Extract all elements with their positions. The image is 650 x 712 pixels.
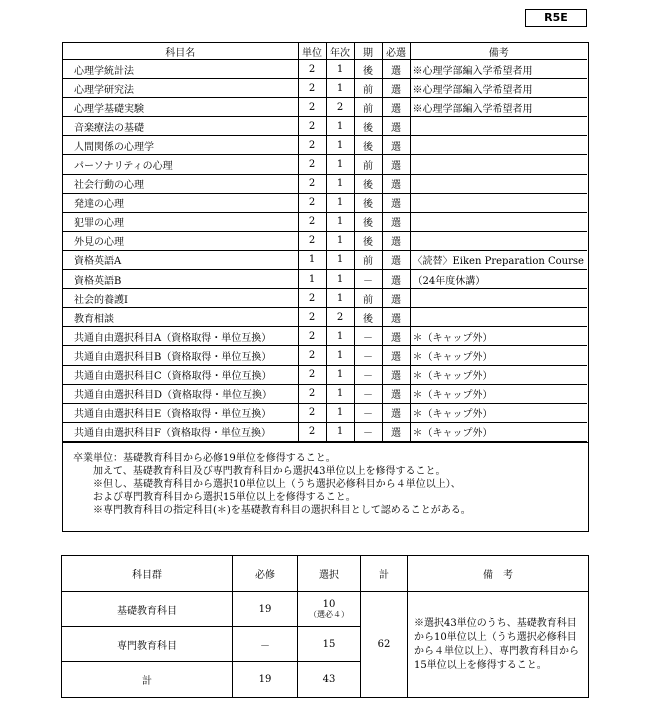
course-type: 選 [382, 384, 410, 403]
course-units: 2 [298, 365, 326, 384]
course-units: 2 [298, 60, 326, 79]
course-note [410, 231, 587, 250]
course-note: ＊（キャップ外） [410, 384, 587, 403]
course-year: 2 [326, 308, 354, 327]
summary-group: 計 [62, 662, 233, 698]
course-name: 共通自由選択科目C（資格取得・単位互換） [63, 365, 298, 384]
course-name: パーソナリティの心理 [63, 155, 298, 174]
course-year: 1 [326, 174, 354, 193]
course-note [410, 117, 587, 136]
course-year: 1 [326, 403, 354, 422]
summary-elective-value: 10 [322, 598, 336, 610]
course-units: 2 [298, 231, 326, 250]
course-name: 共通自由選択科目F（資格取得・単位互換） [63, 422, 298, 441]
course-units: 2 [298, 174, 326, 193]
course-row [63, 60, 587, 79]
course-units: 2 [298, 403, 326, 422]
course-row [63, 422, 587, 441]
course-type: 選 [382, 174, 410, 193]
course-type: 選 [382, 98, 410, 117]
course-name: 犯罪の心理 [63, 212, 298, 231]
course-row [63, 365, 587, 384]
course-year: 1 [326, 212, 354, 231]
course-type: 選 [382, 403, 410, 422]
course-note: 〈読替〉Eiken Preparation Course [410, 250, 587, 269]
course-year: 1 [326, 60, 354, 79]
course-note [410, 212, 587, 231]
course-year: 1 [326, 384, 354, 403]
course-row [63, 155, 587, 174]
course-term: 後 [354, 60, 382, 79]
course-term: － [354, 270, 382, 289]
course-note [410, 289, 587, 308]
course-year: 1 [326, 327, 354, 346]
course-note: （24年度休講） [410, 270, 587, 289]
course-units: 2 [298, 79, 326, 98]
course-note [410, 308, 587, 327]
course-note [410, 136, 587, 155]
course-term: － [354, 346, 382, 365]
course-note: ＊（キャップ外） [410, 327, 587, 346]
course-units: 2 [298, 422, 326, 441]
course-type: 選 [382, 117, 410, 136]
summary-elective: 43 [298, 662, 361, 698]
course-note: ※心理学部編入学希望者用 [410, 79, 587, 98]
course-row [63, 212, 587, 231]
course-table-header [63, 43, 587, 60]
course-term: 後 [354, 193, 382, 212]
summary-header [62, 556, 589, 592]
course-name: 資格英語A [63, 250, 298, 269]
summary-header-group: 科目群 [62, 556, 233, 592]
header-units: 単位 [298, 43, 326, 60]
course-units: 2 [298, 384, 326, 403]
course-type: 選 [382, 231, 410, 250]
course-row [63, 117, 587, 136]
graduation-line: ※専門教育科目の指定科目(＊)を基礎教育科目の選択科目として認めることがある。 [73, 504, 471, 516]
course-term: 後 [354, 231, 382, 250]
course-note: ＊（キャップ外） [410, 403, 587, 422]
course-row [63, 308, 587, 327]
course-units: 2 [298, 117, 326, 136]
course-year: 1 [326, 117, 354, 136]
summary-elective-sub: （選必４） [309, 609, 349, 619]
course-units: 2 [298, 212, 326, 231]
course-units: 1 [298, 250, 326, 269]
course-type: 選 [382, 250, 410, 269]
course-name: 共通自由選択科目D（資格取得・単位互換） [63, 384, 298, 403]
summary-header-elective: 選択 [298, 556, 361, 592]
course-year: 1 [326, 193, 354, 212]
course-note: ＊（キャップ外） [410, 422, 587, 441]
course-name: 音楽療法の基礎 [63, 117, 298, 136]
course-units: 2 [298, 346, 326, 365]
course-year: 1 [326, 79, 354, 98]
summary-total: 62 [361, 592, 408, 698]
graduation-line: ※但し、基礎教育科目から選択10単位以上（うち選択必修科目から４単位以上）、 [73, 478, 461, 490]
summary-header-remarks: 備 考 [408, 556, 589, 592]
course-name: 資格英語B [63, 270, 298, 289]
course-name: 社会的養護Ⅰ [63, 289, 298, 308]
course-table [63, 43, 587, 442]
summary-required: 19 [233, 662, 298, 698]
summary-header-total: 計 [361, 556, 408, 592]
course-term: 後 [354, 308, 382, 327]
course-year: 1 [326, 346, 354, 365]
course-term: 前 [354, 289, 382, 308]
course-note [410, 155, 587, 174]
course-units: 2 [298, 98, 326, 117]
summary-group: 専門教育科目 [62, 627, 233, 662]
summary-remark: ※選択43単位のうち、基礎教育科目から10単位以上（うち選択必修科目から４単位以上）、専門教育科目から15単位以上を修得すること。 [408, 592, 589, 698]
course-type: 選 [382, 308, 410, 327]
header-type: 必選 [382, 43, 410, 60]
course-term: 前 [354, 155, 382, 174]
course-row [63, 174, 587, 193]
summary-group: 基礎教育科目 [62, 592, 233, 627]
course-term: 後 [354, 117, 382, 136]
summary-header-required: 必修 [233, 556, 298, 592]
course-year: 1 [326, 365, 354, 384]
course-units: 2 [298, 193, 326, 212]
summary-elective: 15 [298, 627, 361, 662]
course-row [63, 289, 587, 308]
course-row [63, 98, 587, 117]
course-year: 1 [326, 250, 354, 269]
course-units: 2 [298, 289, 326, 308]
course-type: 選 [382, 289, 410, 308]
summary-required: － [233, 627, 298, 662]
course-year: 1 [326, 289, 354, 308]
course-name: 人間関係の心理学 [63, 136, 298, 155]
course-row [63, 327, 587, 346]
course-units: 2 [298, 308, 326, 327]
course-units: 2 [298, 136, 326, 155]
course-type: 選 [382, 193, 410, 212]
course-list [62, 42, 589, 532]
course-term: － [354, 327, 382, 346]
course-note: ＊（キャップ外） [410, 346, 587, 365]
header-course-name: 科目名 [63, 43, 298, 60]
course-row [63, 384, 587, 403]
summary-elective [298, 592, 361, 627]
course-row [63, 403, 587, 422]
course-units: 1 [298, 270, 326, 289]
course-name: 教育相談 [63, 308, 298, 327]
course-note: ※心理学部編入学希望者用 [410, 60, 587, 79]
course-row [63, 346, 587, 365]
course-term: 前 [354, 250, 382, 269]
course-name: 社会行動の心理 [63, 174, 298, 193]
credit-summary-table [61, 555, 589, 698]
course-term: － [354, 365, 382, 384]
course-row [63, 136, 587, 155]
course-row [63, 250, 587, 269]
course-units: 2 [298, 327, 326, 346]
course-type: 選 [382, 212, 410, 231]
summary-row [62, 592, 589, 627]
course-name: 共通自由選択科目A（資格取得・単位互換） [63, 327, 298, 346]
course-note [410, 174, 587, 193]
course-name: 心理学研究法 [63, 79, 298, 98]
course-name: 外見の心理 [63, 231, 298, 250]
header-year: 年次 [326, 43, 354, 60]
course-note [410, 193, 587, 212]
course-term: － [354, 403, 382, 422]
course-name: 共通自由選択科目E（資格取得・単位互換） [63, 403, 298, 422]
course-row [63, 79, 587, 98]
course-term: － [354, 384, 382, 403]
course-term: 前 [354, 98, 382, 117]
course-type: 選 [382, 79, 410, 98]
course-row [63, 270, 587, 289]
course-name: 共通自由選択科目B（資格取得・単位互換） [63, 346, 298, 365]
header-term: 期 [354, 43, 382, 60]
course-year: 1 [326, 270, 354, 289]
course-type: 選 [382, 327, 410, 346]
course-row [63, 231, 587, 250]
course-year: 1 [326, 422, 354, 441]
course-row [63, 193, 587, 212]
course-year: 1 [326, 155, 354, 174]
graduation-line: 加えて、基礎教育科目及び専門教育科目から選択43単位以上を修得すること。 [73, 465, 446, 477]
course-name: 発達の心理 [63, 193, 298, 212]
graduation-line: 卒業単位：基礎教育科目から必修19単位を修得すること。 [73, 452, 336, 464]
course-note: ※心理学部編入学希望者用 [410, 98, 587, 117]
course-term: 後 [354, 136, 382, 155]
course-type: 選 [382, 346, 410, 365]
course-term: － [354, 422, 382, 441]
course-term: 後 [354, 212, 382, 231]
graduation-requirements [63, 442, 588, 531]
document-label: R5E [525, 9, 587, 27]
course-year: 1 [326, 231, 354, 250]
course-type: 選 [382, 270, 410, 289]
course-type: 選 [382, 60, 410, 79]
course-term: 後 [354, 174, 382, 193]
course-type: 選 [382, 155, 410, 174]
course-type: 選 [382, 422, 410, 441]
course-units: 2 [298, 155, 326, 174]
course-type: 選 [382, 136, 410, 155]
course-name: 心理学基礎実験 [63, 98, 298, 117]
course-term: 前 [354, 79, 382, 98]
summary-required: 19 [233, 592, 298, 627]
credit-summary [61, 555, 588, 698]
course-note: ＊（キャップ外） [410, 365, 587, 384]
header-notes: 備考 [410, 43, 587, 60]
course-name: 心理学統計法 [63, 60, 298, 79]
course-type: 選 [382, 365, 410, 384]
graduation-line: および専門教育科目から選択15単位以上を修得すること。 [73, 491, 356, 503]
course-year: 2 [326, 98, 354, 117]
course-year: 1 [326, 136, 354, 155]
